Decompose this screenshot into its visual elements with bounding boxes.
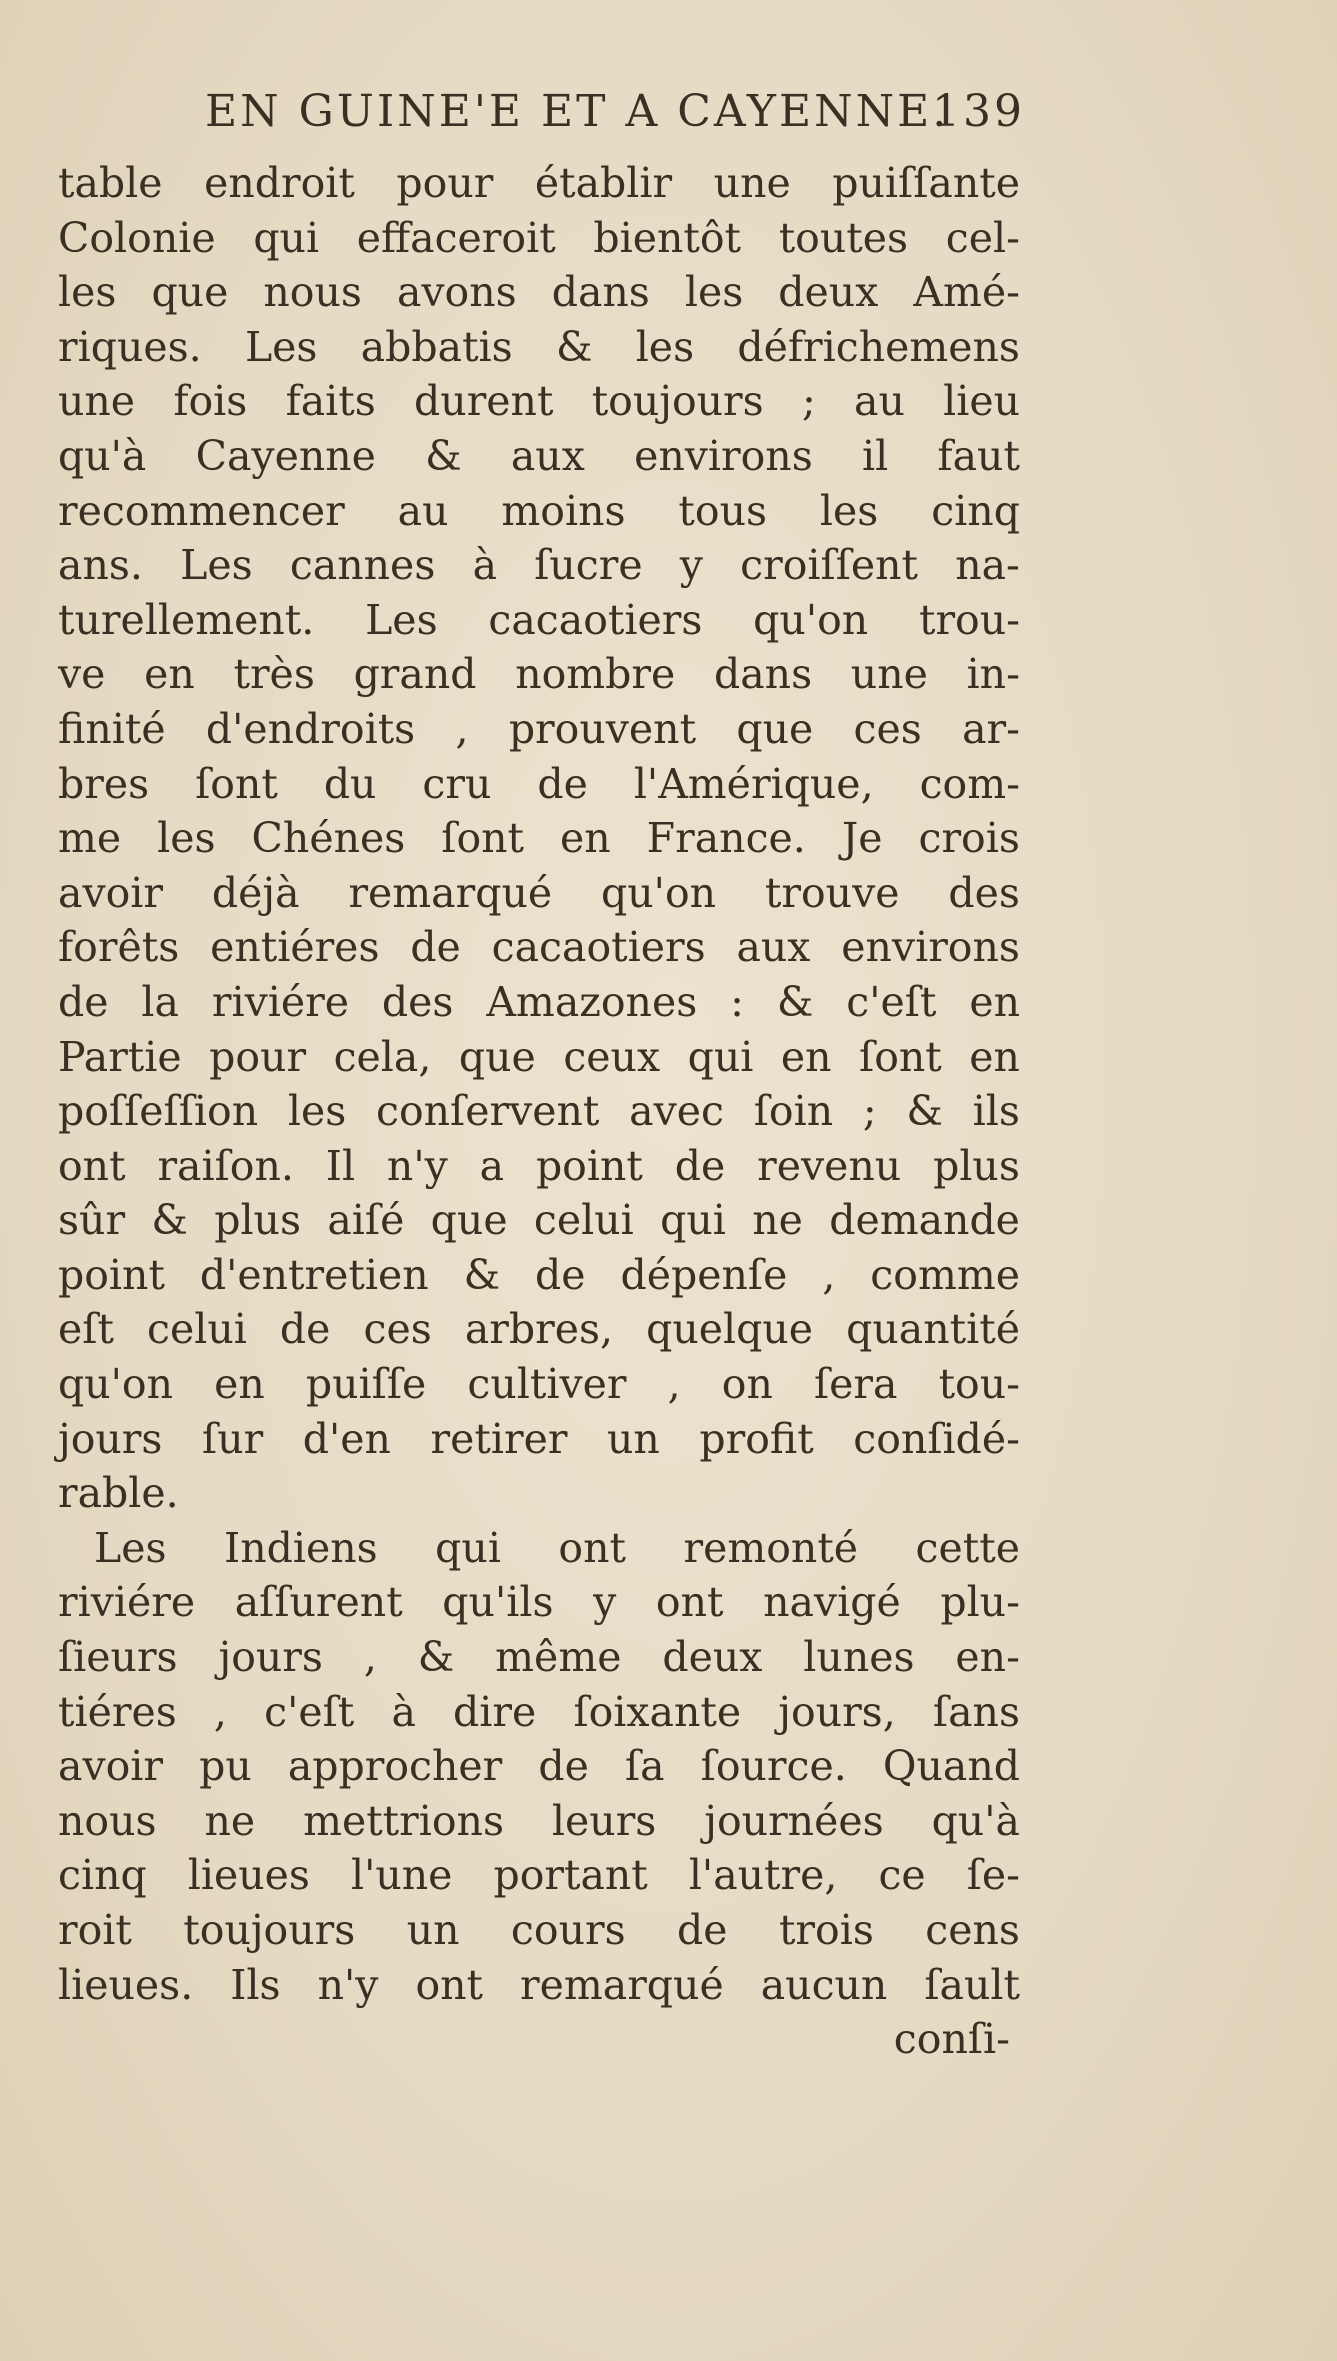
word: ; — [862, 1087, 877, 1136]
word: eſt — [58, 1305, 114, 1354]
word: Indiens — [224, 1523, 378, 1572]
running-title: EN GUINE'E ET A CAYENNE. — [205, 86, 950, 137]
word: ce — [878, 1851, 926, 1900]
word: Il — [325, 1141, 356, 1190]
word: Je — [841, 814, 883, 863]
word: ſoixante — [573, 1687, 742, 1736]
running-head — [205, 80, 1025, 144]
text-line — [58, 1139, 1020, 1194]
word: qu'on — [58, 1360, 174, 1409]
word: jours — [218, 1633, 323, 1682]
word: a — [479, 1141, 505, 1190]
word: aux — [510, 431, 585, 480]
word: de — [677, 1906, 728, 1954]
text-line — [58, 866, 1020, 921]
word: y — [679, 541, 703, 590]
word: nous — [263, 268, 362, 317]
text-line — [58, 647, 1020, 702]
text-line — [58, 975, 1020, 1030]
word: ſucre — [534, 541, 643, 590]
word: & — [425, 431, 462, 480]
word: ne — [204, 1796, 256, 1845]
word: qui — [435, 1523, 501, 1572]
word: ſieurs — [58, 1633, 178, 1682]
word: quantité — [846, 1305, 1020, 1354]
word: & — [906, 1087, 943, 1136]
word: com- — [919, 759, 1020, 808]
word: effaceroit — [356, 213, 556, 262]
word: in- — [966, 650, 1020, 699]
word: profit — [699, 1414, 814, 1463]
text-line — [58, 920, 1020, 975]
word: ceux — [563, 1032, 661, 1081]
word: ſault — [924, 1960, 1020, 2009]
text-line — [58, 1848, 1020, 1903]
word: qui — [687, 1032, 754, 1081]
word: turellement. — [58, 595, 315, 644]
text-line — [58, 1739, 1020, 1794]
word: aſſurent — [234, 1578, 403, 1627]
word: qu'à — [931, 1796, 1020, 1845]
word: lieues. — [58, 1960, 194, 2009]
word: Les — [365, 595, 438, 644]
word: les — [684, 268, 744, 317]
word: raiſon. — [157, 1141, 294, 1190]
word: une — [713, 159, 791, 207]
word: moins — [501, 486, 626, 535]
word: Les — [94, 1523, 167, 1572]
word: en — [969, 977, 1020, 1026]
word: leurs — [551, 1796, 657, 1845]
text-line — [58, 1248, 1020, 1303]
word: aux — [736, 923, 811, 972]
text-line — [58, 757, 1020, 812]
word: plus — [933, 1141, 1020, 1190]
text-line — [58, 1630, 1020, 1685]
word: cacaotiers — [488, 595, 703, 644]
word: point — [58, 1250, 165, 1299]
text-line — [58, 484, 1020, 539]
word: tous — [678, 486, 768, 535]
word: dépenſe — [620, 1250, 788, 1299]
word: pu — [199, 1742, 252, 1791]
word: , — [363, 1633, 377, 1682]
text-line — [58, 1302, 1020, 1357]
word: ſans — [932, 1687, 1020, 1736]
word: & — [463, 1250, 501, 1299]
word: recommencer — [58, 486, 345, 535]
word: au — [854, 377, 905, 426]
word: qui — [253, 213, 320, 262]
word: cela, — [333, 1032, 432, 1081]
word: conſervent — [376, 1087, 600, 1136]
word: remonté — [683, 1523, 859, 1572]
text-line — [58, 1084, 1020, 1139]
word: revenu — [757, 1141, 902, 1190]
word: en — [144, 650, 195, 699]
word: défrichemens — [737, 322, 1020, 371]
text-line — [58, 1903, 1020, 1958]
word: avoir — [58, 868, 164, 917]
text-line — [58, 265, 1020, 320]
word: arbres, — [464, 1305, 614, 1354]
text-line — [58, 1193, 1020, 1248]
text-line — [58, 1575, 1020, 1630]
word: croiſſent — [740, 541, 919, 590]
word: Colonie — [58, 213, 216, 262]
text-line — [58, 1357, 1020, 1412]
word: toujours — [591, 377, 764, 426]
word: celui — [146, 1305, 247, 1354]
word: cannes — [289, 541, 436, 590]
word: avec — [629, 1087, 724, 1136]
word: ont — [655, 1578, 724, 1627]
word: endroit — [204, 159, 355, 207]
word: Chénes — [251, 814, 406, 863]
word: ans. — [58, 541, 143, 590]
word: les — [819, 486, 879, 535]
word: & — [555, 322, 593, 371]
word: , — [213, 1687, 227, 1736]
text-line — [58, 538, 1020, 593]
word: bientôt — [593, 213, 742, 262]
word: nombre — [515, 650, 676, 699]
word: faut — [937, 431, 1020, 480]
word: lieu — [943, 377, 1020, 426]
text-line — [58, 156, 1020, 211]
word: cette — [915, 1523, 1020, 1572]
word: & — [417, 1633, 455, 1682]
word: ſur — [202, 1414, 264, 1463]
word: dans — [713, 650, 813, 699]
word: cel- — [945, 213, 1020, 262]
word: de — [58, 977, 109, 1026]
word: au — [397, 486, 449, 535]
word: ve — [58, 650, 106, 699]
word: dans — [551, 268, 650, 317]
word: Amé- — [913, 268, 1020, 317]
word: que — [458, 1032, 536, 1081]
word: qui — [660, 1196, 726, 1245]
word: lunes — [803, 1633, 915, 1682]
word: toutes — [778, 213, 909, 262]
word: dire — [453, 1687, 537, 1736]
word: ; — [801, 377, 816, 426]
word: avoir — [58, 1742, 164, 1791]
word: plus — [214, 1196, 302, 1245]
word: ſa — [624, 1742, 665, 1791]
text-line — [58, 593, 1020, 648]
word: puiſſe — [305, 1360, 427, 1409]
word: prouvent — [508, 704, 697, 753]
word: qu'à — [58, 431, 147, 480]
text-line — [58, 1958, 1020, 2013]
word: déjà — [211, 868, 300, 917]
word: na- — [955, 541, 1020, 590]
text-block — [58, 156, 1020, 2067]
word: de — [537, 759, 588, 808]
word: même — [495, 1633, 622, 1682]
word: cultiver — [467, 1360, 627, 1409]
word: bres — [58, 759, 150, 808]
word: cinq — [931, 486, 1020, 535]
text-line — [58, 429, 1020, 484]
word: deux — [662, 1633, 763, 1682]
word: , — [822, 1250, 836, 1299]
word: un — [406, 1906, 460, 1954]
word: demande — [829, 1196, 1020, 1245]
word: en — [560, 814, 611, 863]
word: Partie — [58, 1032, 182, 1081]
word: plu- — [940, 1578, 1020, 1627]
page-number: 139 — [932, 86, 1025, 137]
word: très — [233, 650, 315, 699]
word: d'entretien — [199, 1250, 429, 1299]
text-line — [58, 320, 1020, 375]
word: ſont — [195, 759, 278, 808]
text-line — [58, 1794, 1020, 1849]
word: nous — [58, 1796, 157, 1845]
word: , — [455, 704, 469, 753]
word: de — [538, 1742, 589, 1791]
word: l'Amérique, — [633, 759, 874, 808]
word: ſe- — [966, 1851, 1020, 1900]
word: Cayenne — [195, 431, 376, 480]
word: navigé — [763, 1578, 901, 1627]
word: poſſeſſion — [58, 1087, 259, 1136]
word: Les — [180, 541, 253, 590]
word: une — [58, 377, 136, 426]
word: Ils — [230, 1960, 281, 2009]
word: en — [969, 1032, 1020, 1081]
text-line — [58, 1412, 1020, 1467]
word: approcher — [287, 1742, 503, 1791]
catchword: conſi- — [893, 2015, 1010, 2064]
word: n'y — [317, 1960, 379, 2009]
word: ſont — [441, 814, 525, 863]
word: deux — [778, 268, 879, 317]
word: riviére — [58, 1578, 196, 1627]
word: ils — [972, 1087, 1020, 1136]
word: tou- — [938, 1360, 1020, 1409]
word: pour — [396, 159, 494, 207]
word: que — [430, 1196, 508, 1245]
word: l'autre, — [688, 1851, 838, 1900]
word: , — [667, 1360, 681, 1409]
word: à — [391, 1687, 416, 1736]
word: me — [58, 814, 122, 863]
word: cru — [422, 759, 492, 808]
word: ont — [58, 1141, 126, 1190]
word: roit — [58, 1906, 132, 1954]
word: environs — [634, 431, 813, 480]
word: & — [151, 1196, 188, 1245]
word: jours, — [778, 1687, 896, 1736]
word: les — [58, 268, 117, 317]
word: point — [535, 1141, 643, 1190]
word: riviére — [211, 977, 349, 1026]
word: fois — [173, 377, 248, 426]
word: puiſſante — [832, 159, 1020, 207]
word: jours — [58, 1414, 163, 1463]
word: quelque — [646, 1305, 814, 1354]
word: Amazones — [486, 977, 698, 1026]
word: y — [593, 1578, 617, 1627]
text-line — [58, 702, 1020, 757]
word: aucun — [760, 1960, 888, 2009]
word: ſera — [813, 1360, 898, 1409]
word: ont — [558, 1523, 626, 1572]
word: qu'ils — [442, 1578, 554, 1627]
word: trouve — [764, 868, 900, 917]
word: de — [279, 1305, 331, 1354]
word: forêts — [58, 923, 180, 972]
word: cacaotiers — [491, 923, 706, 972]
word: rable. — [58, 1469, 179, 1518]
word: ces — [853, 704, 922, 753]
word: à — [472, 541, 498, 590]
word: retirer — [430, 1414, 568, 1463]
word: des — [381, 977, 454, 1026]
word: avons — [396, 268, 517, 317]
word: de — [410, 923, 461, 972]
word: les — [287, 1087, 347, 1136]
word: ces — [363, 1305, 432, 1354]
word: Quand — [882, 1742, 1020, 1791]
word: en — [780, 1032, 832, 1081]
word: entiéres — [210, 923, 380, 972]
word: conſidé- — [853, 1414, 1020, 1463]
word: Les — [244, 322, 318, 371]
word: que — [736, 704, 814, 753]
word: on — [721, 1360, 773, 1409]
word: qu'on — [753, 595, 869, 644]
word: n'y — [386, 1141, 448, 1190]
word: les — [635, 322, 695, 371]
word: lieues — [187, 1851, 310, 1900]
word: d'endroits — [205, 704, 416, 753]
text-line — [58, 1030, 1020, 1085]
word: de — [674, 1141, 726, 1190]
word: ont — [415, 1960, 484, 2009]
word: tiéres — [58, 1687, 177, 1736]
word: sûr — [58, 1196, 126, 1245]
text-line — [58, 1466, 1020, 1521]
word: portant — [493, 1851, 648, 1900]
word: aiſé — [327, 1196, 405, 1245]
word: il — [861, 431, 889, 480]
text-line — [58, 374, 1020, 429]
word: de — [535, 1250, 586, 1299]
word: : — [730, 977, 744, 1026]
word: celui — [533, 1196, 634, 1245]
word: toujours — [183, 1906, 356, 1954]
text-line — [58, 211, 1020, 266]
word: ar- — [962, 704, 1020, 753]
word: remarqué — [520, 1960, 724, 2009]
word: qu'on — [601, 868, 717, 917]
word: l'une — [350, 1851, 453, 1900]
word: une — [850, 650, 928, 699]
word: la — [141, 977, 179, 1026]
word: en — [214, 1360, 265, 1409]
word: table — [58, 159, 163, 207]
word: grand — [353, 650, 477, 699]
word: riques. — [58, 322, 202, 371]
word: les — [157, 814, 216, 863]
word: du — [323, 759, 377, 808]
word: crois — [918, 814, 1020, 863]
word: mettrions — [303, 1796, 504, 1845]
word: remarqué — [348, 868, 553, 917]
word: cens — [925, 1906, 1020, 1954]
word: trois — [778, 1906, 874, 1954]
word: pour — [209, 1032, 307, 1081]
word: durent — [414, 377, 554, 426]
word: établir — [534, 159, 673, 207]
word: finité — [58, 704, 166, 753]
word: comme — [870, 1250, 1020, 1299]
word: ſource. — [700, 1742, 847, 1791]
word: un — [607, 1414, 660, 1463]
word: cours — [510, 1906, 626, 1954]
word: abbatis — [360, 322, 513, 371]
word: ſoin — [753, 1087, 834, 1136]
word: trou- — [918, 595, 1020, 644]
word: environs — [841, 923, 1020, 972]
word: & — [776, 977, 814, 1026]
word: c'eſt — [846, 977, 937, 1026]
word: en- — [955, 1633, 1020, 1682]
text-line — [58, 1521, 1020, 1576]
word: des — [948, 868, 1020, 917]
word: faits — [285, 377, 376, 426]
word: ſont — [859, 1032, 942, 1081]
word: d'en — [302, 1414, 391, 1463]
word: France. — [646, 814, 806, 863]
text-line — [58, 1685, 1020, 1740]
word: cinq — [58, 1851, 147, 1900]
word: ne — [752, 1196, 803, 1245]
word: journées — [704, 1796, 884, 1845]
word: c'eſt — [264, 1687, 355, 1736]
word: que — [151, 268, 229, 317]
text-line — [58, 811, 1020, 866]
